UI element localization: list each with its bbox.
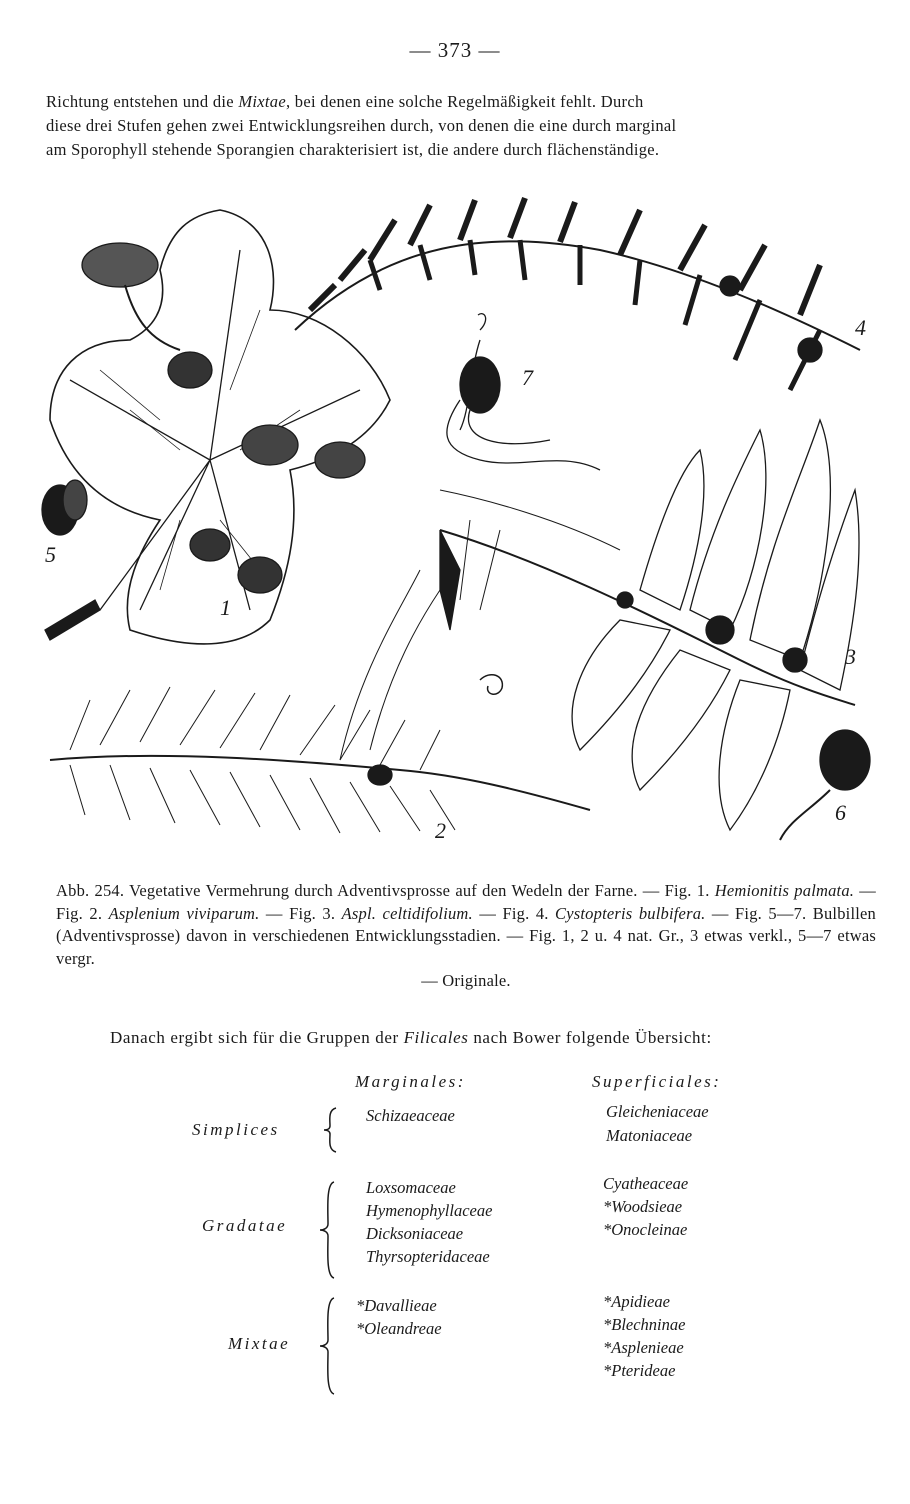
mixtae-superficial-item-2: *Blechninae (603, 1315, 686, 1334)
fig6-bulbil (780, 730, 870, 840)
fig2-asplenium-viviparum (50, 530, 590, 833)
mixtae-superficial-item-3: *Asplenieae (603, 1338, 684, 1357)
fig3-asplenium-frond (440, 420, 859, 830)
lead-sentence: Danach ergibt sich für die Gruppen der Filicales nach Bower folgende Übersicht: (110, 1028, 712, 1047)
brace-gradatae (318, 1180, 340, 1280)
gradatae-marginal-item-4: Thyrsopteridaceae (366, 1247, 490, 1266)
gradatae-superficial-item-1: Cyatheaceae (603, 1174, 689, 1193)
mixtae-superficial-item-4: *Pterideae (603, 1361, 676, 1380)
caption-originale: — Originale. (421, 971, 511, 990)
figure-caption (56, 880, 876, 993)
gradatae-superficial-item-3: *Onocleinae (603, 1220, 688, 1239)
fig7-bulbil (447, 314, 600, 470)
mixtae-marginal-item-2: *Oleandreae (356, 1319, 442, 1338)
page-number: — 373 — (409, 38, 501, 62)
group-name-gradatae: Gradatae (202, 1216, 288, 1235)
gradatae-marginal-item-3: Dicksoniaceae (366, 1224, 464, 1243)
intro-line-1: Richtung entstehen und die Mixtae, bei denen eine solche Regelmäßigkeit fehlt. Durch (46, 92, 644, 111)
brace-mixtae (318, 1296, 340, 1396)
figure-label-2: 2 (435, 818, 446, 843)
group-name-simplices: Simplices (192, 1120, 280, 1139)
gradatae-marginal-item-2: Hymenophyllaceae (366, 1201, 493, 1220)
fern-illustration (40, 190, 880, 870)
intro-line-3: am Sporophyll stehende Sporangien charakterisiert ist, die andere durch flächenständige. (46, 140, 660, 159)
gradatae-superficial-item-2: *Woodsieae (603, 1197, 683, 1216)
figure-label-5: 5 (45, 542, 56, 567)
intro-paragraph (46, 90, 866, 162)
simplices-superficial-item-2: Matoniaceae (606, 1126, 693, 1145)
caption-body: Abb. 254. Vegetative Vermehrung durch Adventivsprosse auf den Wedeln der Farne. — Fig. 1. Hemionitis palmata. — Fig. 2. Asplenium viviparum. — Fig. 3. Aspl. celtidifolium. — Fig. 4. Cystopteris bulbifera. — Fig. 5—7. Bulbillen (Adventivsprosse) davon in verschiedenen Entwicklungsstadien. — Fig. 1, 2 u. 4 nat. Gr., 3 etwas verkl., 5—7 etwas vergr. (56, 881, 876, 968)
figure-label-4: 4 (855, 315, 866, 340)
figure-label-7: 7 (522, 365, 533, 390)
fig4-cystopteris-frond (295, 198, 860, 390)
figure-label-6: 6 (835, 800, 846, 825)
col-head-superficiales: Superficiales: (592, 1072, 722, 1091)
col-head-marginales: Marginales: (355, 1072, 466, 1091)
brace-simplices (322, 1106, 342, 1154)
figure-label-3: 3 (845, 644, 856, 669)
simplices-superficial-item-1: Gleicheniaceae (606, 1102, 709, 1121)
fig1-hemionitis-leaf (45, 210, 390, 644)
simplices-marginal-item: Schizaeaceae (366, 1106, 455, 1125)
intro-line-2: diese drei Stufen gehen zwei Entwicklungsreihen durch, von denen die eine durch marginal (46, 116, 677, 135)
group-name-mixtae: Mixtae (228, 1334, 291, 1353)
gradatae-marginal-item-1: Loxsomaceae (366, 1178, 456, 1197)
fig5-bulbil (42, 480, 87, 535)
mixtae-superficial-item-1: *Apidieae (603, 1292, 670, 1311)
figure-label-1: 1 (220, 595, 231, 620)
mixtae-marginal-item-1: *Davallieae (356, 1296, 437, 1315)
